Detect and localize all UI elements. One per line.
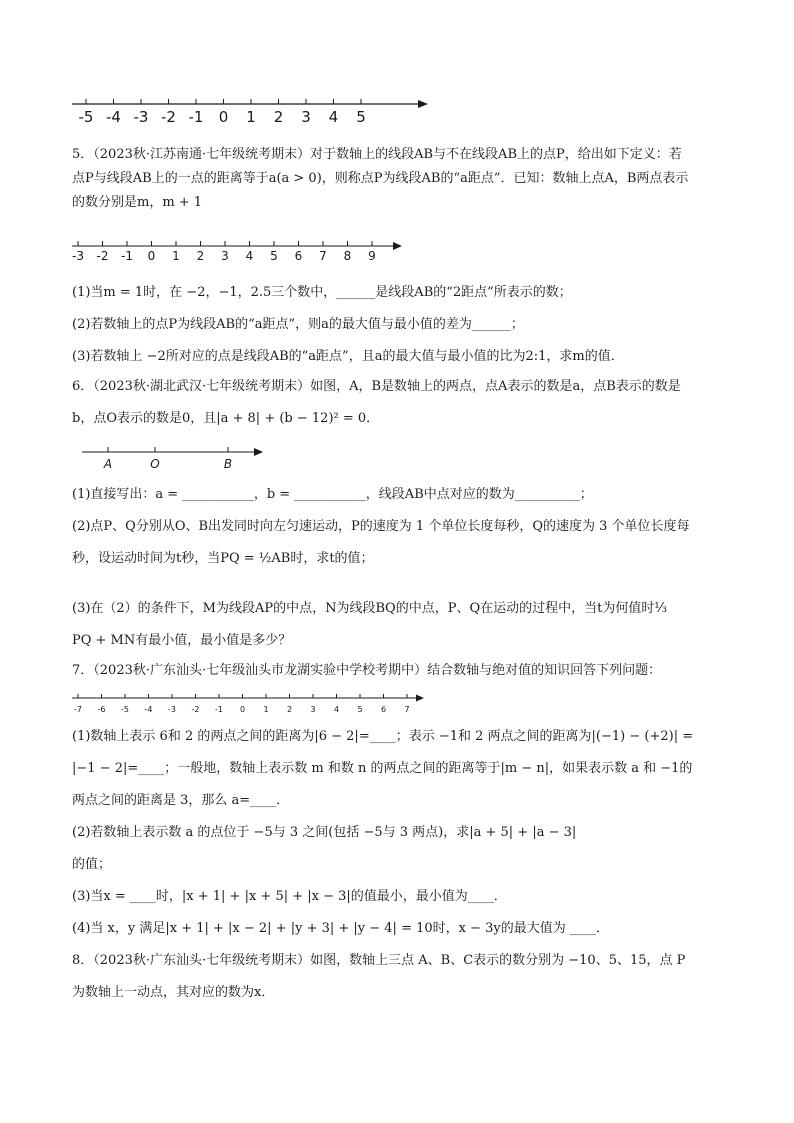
q6-line2: b，点O表示的数是0，且|a + 8| + (b − 12)² = 0． xyxy=(72,411,380,426)
q5-line3: 的数分别是m，m + 1 xyxy=(72,195,203,210)
q7-sub2a: (2)若数轴上表示数 a 的点位于 −5与 3 之间(包括 −5与 3 两点)，求|a + 5| + |a − 3| xyxy=(72,825,577,840)
q5-header: 5．（2023秋·江苏南通·七年级统考期末）对于数轴上的线段AB与不在线段AB上的点P，给出如下定义：若 xyxy=(72,147,682,162)
nl-top-tick-label: -4 xyxy=(106,108,121,126)
nl-q5-tick-label: 2 xyxy=(196,249,205,263)
nl-q5-tick-label: -2 xyxy=(96,249,109,263)
nl-top-tick-label: -3 xyxy=(133,108,149,126)
q7-sub2b: 的值； xyxy=(72,857,112,872)
nl-top-tick-label: 0 xyxy=(218,108,229,126)
nl-q7-tick-label: -4 xyxy=(144,705,153,714)
number-line-q7 xyxy=(0,688,794,718)
point-a-label: A xyxy=(103,457,113,471)
q6-header: 6．（2023秋·湖北武汉·七年级统考期末）如图，A，B是数轴上的两点，点A表示的数是a，点B表示的数是 xyxy=(72,379,681,394)
nl-q7-tick-label: -2 xyxy=(191,705,200,714)
q7-sub4: (4)当 x，y 满足|x + 1| + |x − 2| + |y + 3| + |y − 4| = 10时，x − 3y的最大值为 ____． xyxy=(72,921,609,936)
number-line-q6 xyxy=(0,442,794,482)
number-line-q5 xyxy=(0,234,794,264)
q7-header: 7．（2023秋·广东汕头·七年级汕头市龙湖实验中学校考期中）结合数轴与绝对值的知识回答下列问题： xyxy=(72,663,662,678)
q7-sub1a: (1)数轴上表示 6和 2 的两点之间的距离为|6 − 2|=____；表示 −1和 2 两点之间的距离为|(−1) − (+2)| = xyxy=(72,729,694,744)
nl-top-tick-label: -2 xyxy=(161,108,176,126)
q5-line2: 点P与线段AB上的一点的距离等于a(a > 0)，则称点P为线段AB的“a距点”．已知：数轴上点A，B两点表示 xyxy=(72,171,689,186)
q6-sub3b: PQ + MN有最小值，最小值是多少？ xyxy=(72,633,292,648)
nl-q5-tick-label: 7 xyxy=(319,249,327,263)
nl-q7-tick-label: 1 xyxy=(263,705,269,714)
nl-top-tick-label: 3 xyxy=(301,108,311,126)
nl-q7-tick-label: -1 xyxy=(215,705,223,714)
q8-line2: 为数轴上一动点，其对应的数为x． xyxy=(72,985,275,1000)
nl-q7-tick-label: -5 xyxy=(121,705,129,714)
point-o-label: O xyxy=(150,457,160,471)
nl-q7-tick-label: 6 xyxy=(380,705,387,714)
nl-top-tick-label: 4 xyxy=(328,108,339,126)
nl-q7-tick-label: 7 xyxy=(404,705,410,714)
nl-q7-tick-label: 2 xyxy=(286,705,293,714)
q5-sub2: (2)若数轴上的点P为线段AB的“a距点”，则a的最大值与最小值的差为______； xyxy=(72,317,524,332)
nl-top-tick-label: 1 xyxy=(246,108,256,126)
nl-top-tick-label: -5 xyxy=(78,108,94,126)
nl-q5-tick-label: 6 xyxy=(294,249,303,263)
nl-q7-tick-label: 5 xyxy=(357,705,363,714)
q8-header: 8．（2023秋·广东汕头·七年级统考期末）如图，数轴上三点 A、B、C表示的数分别为 −10、5、15，点 P xyxy=(72,953,686,968)
nl-q5-tick-label: -1 xyxy=(121,249,133,263)
q6-sub2b: 秒，设运动时间为t秒，当PQ = ½AB时，求t的值； xyxy=(72,551,374,566)
nl-q5-tick-label: 4 xyxy=(245,249,254,263)
point-b-label: B xyxy=(223,457,233,471)
nl-top-tick-label: 5 xyxy=(356,108,366,126)
nl-top-tick-label: -1 xyxy=(188,108,204,126)
q6-sub2a: (2)点P、Q分别从O、B出发同时向左匀速运动，P的速度为 1 个单位长度每秒，Q的速度为 3 个单位长度每 xyxy=(72,519,690,534)
nl-q5-tick-label: 3 xyxy=(221,249,229,263)
nl-q7-tick-label: 0 xyxy=(239,705,246,714)
q5-sub1: (1)当m = 1时，在 −2，−1，2.5三个数中，______是线段AB的“2距点”所表示的数； xyxy=(72,285,572,300)
number-line-top xyxy=(0,0,794,130)
nl-q5-tick-label: 9 xyxy=(368,249,376,263)
nl-q5-tick-label: 1 xyxy=(172,249,180,263)
q6-sub3a: (3)在（2）的条件下，M为线段AP的中点，N为线段BQ的中点，P、Q在运动的过程中，当t为何值时⅓ xyxy=(72,601,667,616)
nl-top-tick-label: 2 xyxy=(273,108,284,126)
nl-q7-tick-label: -7 xyxy=(74,705,82,714)
q7-sub3: (3)当x = ____时，|x + 1| + |x + 5| + |x − 3|的值最小，最小值为____． xyxy=(72,889,507,904)
nl-q7-tick-label: -3 xyxy=(168,705,176,714)
nl-q5-tick-label: 8 xyxy=(343,249,352,263)
q7-sub1c: 两点之间的距离是 3，那么 a=____． xyxy=(72,793,290,808)
q5-sub3: (3)若数轴上 −2所对应的点是线段AB的“a距点”，且a的最大值与最小值的比为2:1，求m的值． xyxy=(72,349,624,364)
nl-q7-tick-label: -6 xyxy=(97,705,106,714)
nl-q5-tick-label: 5 xyxy=(270,249,278,263)
nl-q7-tick-label: 4 xyxy=(333,705,340,714)
q6-sub1: (1)直接写出：a = ___________，b = ___________，线段AB中点对应的数为__________； xyxy=(72,487,593,502)
nl-q5-tick-label: 0 xyxy=(147,249,156,263)
nl-q7-tick-label: 3 xyxy=(310,705,316,714)
q7-sub1b: |−1 − 2|=____；一般地，数轴上表示数 m 和数 n 的两点之间的距离等于|m − n|，如果表示数 a 和 −1的 xyxy=(72,761,693,776)
nl-q5-tick-label: -3 xyxy=(72,249,84,263)
